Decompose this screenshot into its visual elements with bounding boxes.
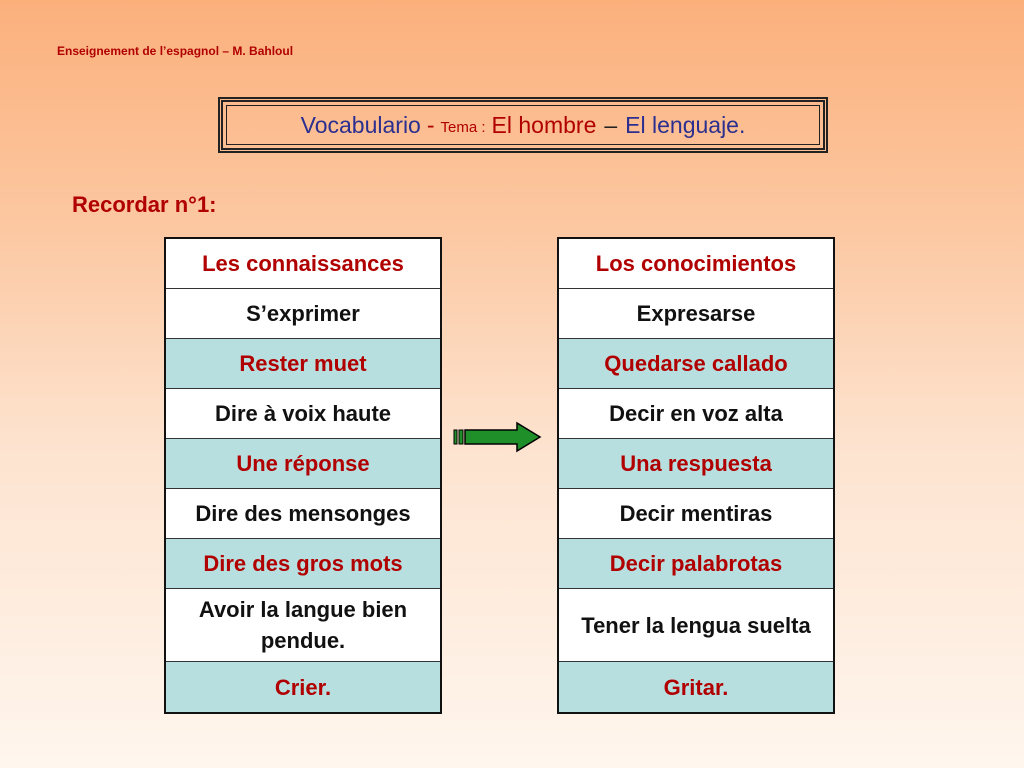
title-tema: Tema : bbox=[440, 118, 486, 136]
spanish-row: Decir palabrotas bbox=[559, 539, 833, 589]
french-row: Avoir la langue bien pendue. bbox=[166, 589, 440, 662]
french-row: Dire des gros mots bbox=[166, 539, 440, 589]
section-label: Recordar n°1: bbox=[72, 192, 217, 217]
french-row: Les connaissances bbox=[166, 239, 440, 289]
spanish-row: Los conocimientos bbox=[559, 239, 833, 289]
french-row: Une réponse bbox=[166, 439, 440, 489]
title-vocabulario: Vocabulario bbox=[300, 111, 421, 138]
french-row: Rester muet bbox=[166, 339, 440, 389]
title-box bbox=[218, 97, 828, 153]
title-dash: – bbox=[604, 111, 618, 138]
title-topic-hombre: El hombre bbox=[491, 111, 597, 138]
spanish-row: Tener la lengua suelta bbox=[559, 589, 833, 662]
header-credit: Enseignement de l’espagnol – M. Bahloul bbox=[57, 44, 294, 58]
spanish-row: Decir mentiras bbox=[559, 489, 833, 539]
french-row: Dire à voix haute bbox=[166, 389, 440, 439]
french-row: Dire des mensonges bbox=[166, 489, 440, 539]
french-row: S’exprimer bbox=[166, 289, 440, 339]
spanish-row: Quedarse callado bbox=[559, 339, 833, 389]
spanish-row: Expresarse bbox=[559, 289, 833, 339]
title-topic-lenguaje: El lenguaje. bbox=[625, 111, 746, 138]
spanish-table bbox=[557, 237, 835, 714]
title-separator: - bbox=[426, 111, 435, 138]
french-row: Crier. bbox=[166, 662, 440, 712]
spanish-row: Gritar. bbox=[559, 662, 833, 712]
french-table bbox=[164, 237, 442, 714]
spanish-row: Una respuesta bbox=[559, 439, 833, 489]
right-arrow-icon bbox=[453, 421, 543, 453]
spanish-row: Decir en voz alta bbox=[559, 389, 833, 439]
